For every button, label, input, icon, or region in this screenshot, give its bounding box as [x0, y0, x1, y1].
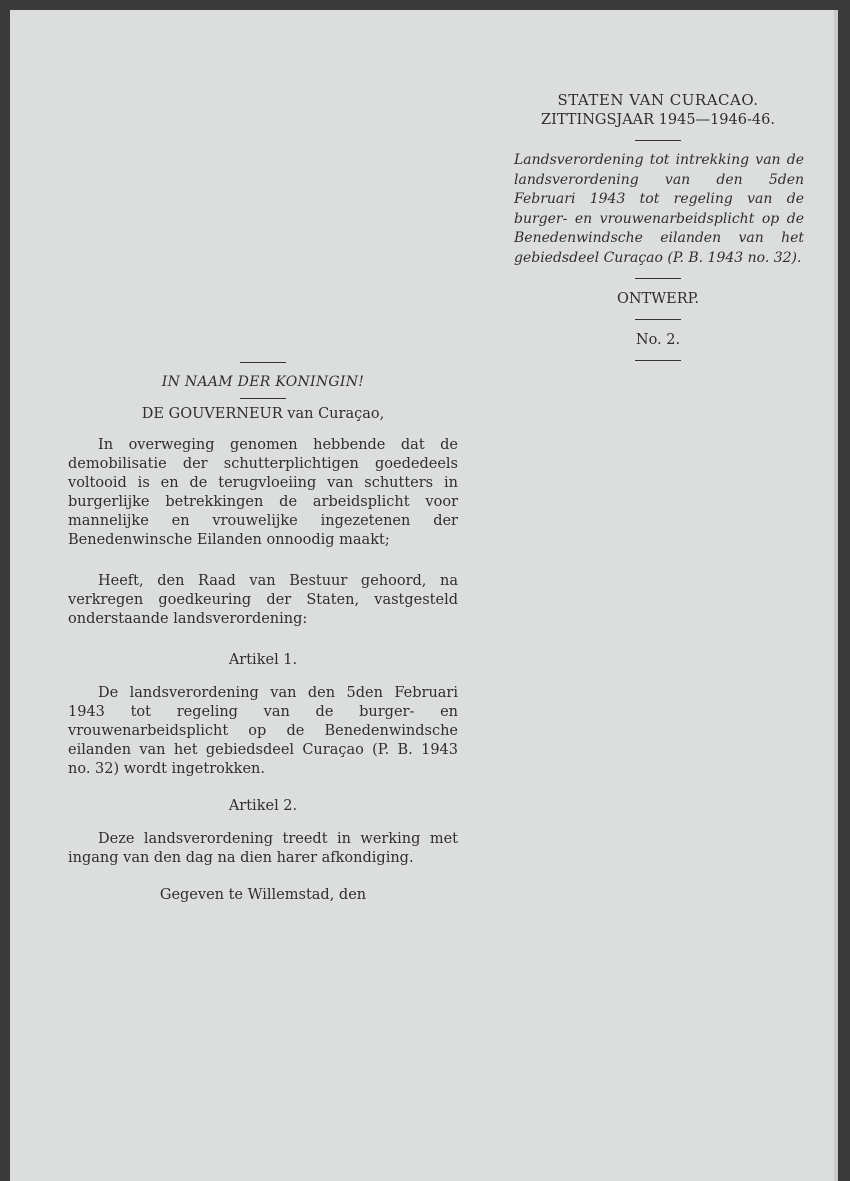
- divider: [635, 360, 681, 361]
- session-year: ZITTINGSJAAR 1945—1946-46.: [541, 112, 775, 128]
- invocation: IN NAAM DER KONINGIN!: [161, 374, 365, 390]
- divider: [240, 398, 286, 399]
- divider: [635, 278, 681, 279]
- article-2-text: Deze landsverordening treedt in werking met ingang van den dag na dien harer afkondiging.: [68, 831, 458, 866]
- page-edge: [834, 10, 838, 1181]
- article-1-text: De landsverordening van den 5den Februari 1943 tot regeling van de burger- en vrouwenarbeidsplicht op de Benedenwindsche eilanden van het gebiedsdeel Curaçao (P. B. 1943 no. 32) wordt ingetrokken.: [68, 685, 458, 777]
- draft-status: ONTWERP.: [616, 291, 700, 307]
- article-1-title: Artikel 1.: [228, 652, 298, 668]
- divider: [635, 140, 681, 141]
- document-page: [10, 10, 838, 1181]
- considering-paragraph: In overweging genomen hebbende dat de demobilisatie der schutterplichtigen goededeels voltooid is en de terugvloeiing van schutters in burgerlijke betrekkingen de arbeidsplicht voor mannelijke en vrouwelijke ingezetenen der Benedenwinsche Eilanden onnoodig maakt;: [68, 437, 458, 548]
- document-header: [508, 90, 808, 371]
- enacting-paragraph: Heeft, den Raad van Bestuur gehoord, na verkregen goedkeuring der Staten, vastgesteld onderstaande landsverordening:: [68, 573, 458, 627]
- document-number: No. 2.: [635, 332, 681, 348]
- governor-line: DE GOUVERNEUR van Curaçao,: [141, 406, 385, 422]
- assembly-name: STATEN VAN CURACAO.: [557, 91, 759, 109]
- divider: [635, 319, 681, 320]
- divider: [240, 362, 286, 363]
- decree-subject: Landsverordening tot intrekking van de landsverordening van den 5den Februari 1943 tot regeling van de burger- en vrouwenarbeidsplicht op de Benedenwindsche eilanden van het gebiedsdeel Curaçao (P. B. 1943 no. 32).: [514, 152, 804, 266]
- closing-line: Gegeven te Willemstad, den: [159, 887, 367, 903]
- decree-body: [68, 362, 458, 905]
- article-2-title: Artikel 2.: [228, 798, 298, 814]
